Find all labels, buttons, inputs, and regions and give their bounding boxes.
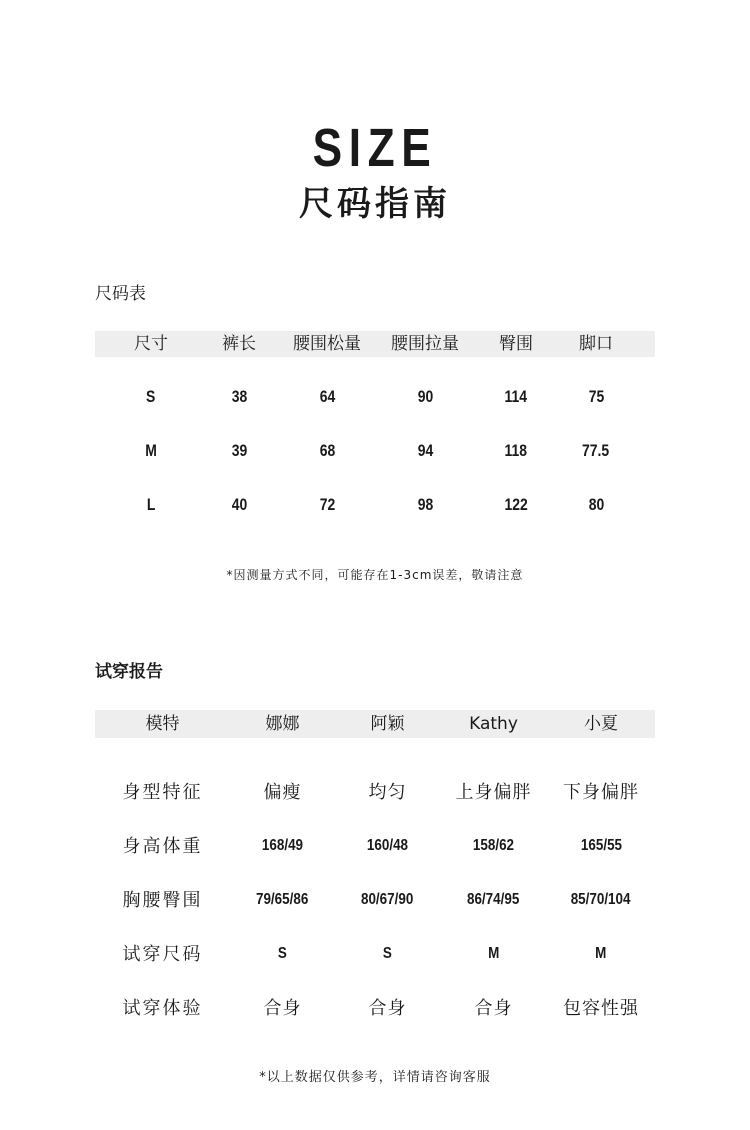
size-chart-cell: S bbox=[146, 387, 156, 406]
fit-report-row bbox=[95, 818, 655, 872]
size-chart-cell: 98 bbox=[417, 495, 433, 514]
size-chart-note: *因测量方式不同，可能存在1-3cm误差，敬请注意 bbox=[226, 568, 524, 582]
size-chart-title: 尺码表 bbox=[95, 284, 146, 304]
size-chart-cell: 80 bbox=[588, 495, 604, 514]
fit-report-cell: 86/74/95 bbox=[467, 891, 520, 908]
size-chart-cell: L bbox=[146, 495, 156, 514]
fit-report-row-label: 试穿体验 bbox=[122, 998, 203, 1019]
size-chart-cell: 38 bbox=[231, 387, 247, 406]
fit-report-row-label: 身高体重 bbox=[122, 836, 203, 857]
size-chart-row bbox=[95, 424, 655, 478]
size-chart-header-cell: 裤长 bbox=[222, 334, 256, 354]
fit-report-row bbox=[95, 926, 655, 980]
fit-report-cell: 80/67/90 bbox=[361, 891, 414, 908]
fit-report-cell: 158/62 bbox=[472, 837, 515, 854]
size-chart-header-cell: 腰围拉量 bbox=[391, 334, 459, 354]
fit-report-header-cell: 阿颖 bbox=[370, 714, 405, 734]
size-chart-cell: 122 bbox=[504, 495, 528, 514]
fit-report-cell: 包容性强 bbox=[563, 998, 639, 1019]
size-chart-cell: 77.5 bbox=[582, 441, 610, 460]
fit-report-header-cell: Kathy bbox=[469, 714, 518, 734]
fit-report-cell: 合身 bbox=[474, 998, 513, 1019]
fit-report-row-label: 胸腰臀围 bbox=[122, 890, 203, 911]
fit-report-cell: 168/49 bbox=[261, 837, 304, 854]
size-chart-header-cell: 脚口 bbox=[579, 334, 613, 354]
fit-report-cell: S bbox=[383, 945, 392, 962]
fit-report-cell: 79/65/86 bbox=[256, 891, 309, 908]
size-chart-cell: M bbox=[145, 441, 157, 460]
fit-report-row-label: 试穿尺码 bbox=[122, 944, 203, 965]
size-chart-header-cell: 腰围松量 bbox=[293, 334, 361, 354]
size-chart-cell: 94 bbox=[417, 441, 433, 460]
fit-report-cell: 下身偏胖 bbox=[563, 782, 639, 803]
size-chart-table bbox=[95, 331, 655, 532]
fit-report-cell: 合身 bbox=[368, 998, 407, 1019]
size-chart-header-cell: 尺寸 bbox=[134, 334, 168, 354]
fit-report-row-label: 身型特征 bbox=[122, 782, 203, 803]
size-chart-cell: 68 bbox=[319, 441, 335, 460]
fit-report-cell: M bbox=[595, 945, 607, 962]
size-chart-cell: 118 bbox=[504, 441, 528, 460]
fit-report-header-cell: 小夏 bbox=[584, 714, 618, 734]
fit-report-cell: 偏瘦 bbox=[263, 782, 302, 803]
fit-report-cell: 上身偏胖 bbox=[455, 782, 532, 803]
fit-report-cell: S bbox=[278, 945, 287, 962]
fit-report-header-cell: 娜娜 bbox=[265, 714, 300, 734]
fit-report-cell: M bbox=[487, 945, 500, 962]
fit-report-row bbox=[95, 764, 655, 818]
fit-report-cell: 85/70/104 bbox=[571, 891, 631, 908]
fit-report-cell: 均匀 bbox=[368, 782, 407, 803]
fit-report-row bbox=[95, 872, 655, 926]
page-title-cn: 尺码指南 bbox=[299, 184, 451, 224]
fit-report-cell: 160/48 bbox=[366, 837, 409, 854]
size-chart-cell: 75 bbox=[588, 387, 604, 406]
size-chart-header-cell: 臀围 bbox=[499, 334, 533, 354]
page-title-en: SIZE bbox=[312, 118, 438, 178]
fit-report-note: *以上数据仅供参考，详情请咨询客服 bbox=[259, 1070, 491, 1085]
fit-report-header-row bbox=[95, 710, 655, 738]
size-chart-cell: 114 bbox=[504, 387, 528, 406]
fit-report-row bbox=[95, 980, 655, 1034]
size-chart-header-row bbox=[95, 331, 655, 357]
size-chart-cell: 39 bbox=[231, 441, 247, 460]
size-chart-row bbox=[95, 370, 655, 424]
size-chart-cell: 90 bbox=[417, 387, 433, 406]
fit-report-table bbox=[95, 710, 655, 1034]
size-chart-row bbox=[95, 478, 655, 532]
fit-report-title: 试穿报告 bbox=[95, 662, 163, 682]
fit-report-header-cell: 模特 bbox=[145, 714, 180, 734]
size-chart-cell: 72 bbox=[319, 495, 335, 514]
fit-report-cell: 165/55 bbox=[580, 837, 622, 854]
fit-report-cell: 合身 bbox=[263, 998, 302, 1019]
size-chart-cell: 40 bbox=[231, 495, 247, 514]
size-chart-cell: 64 bbox=[319, 387, 335, 406]
